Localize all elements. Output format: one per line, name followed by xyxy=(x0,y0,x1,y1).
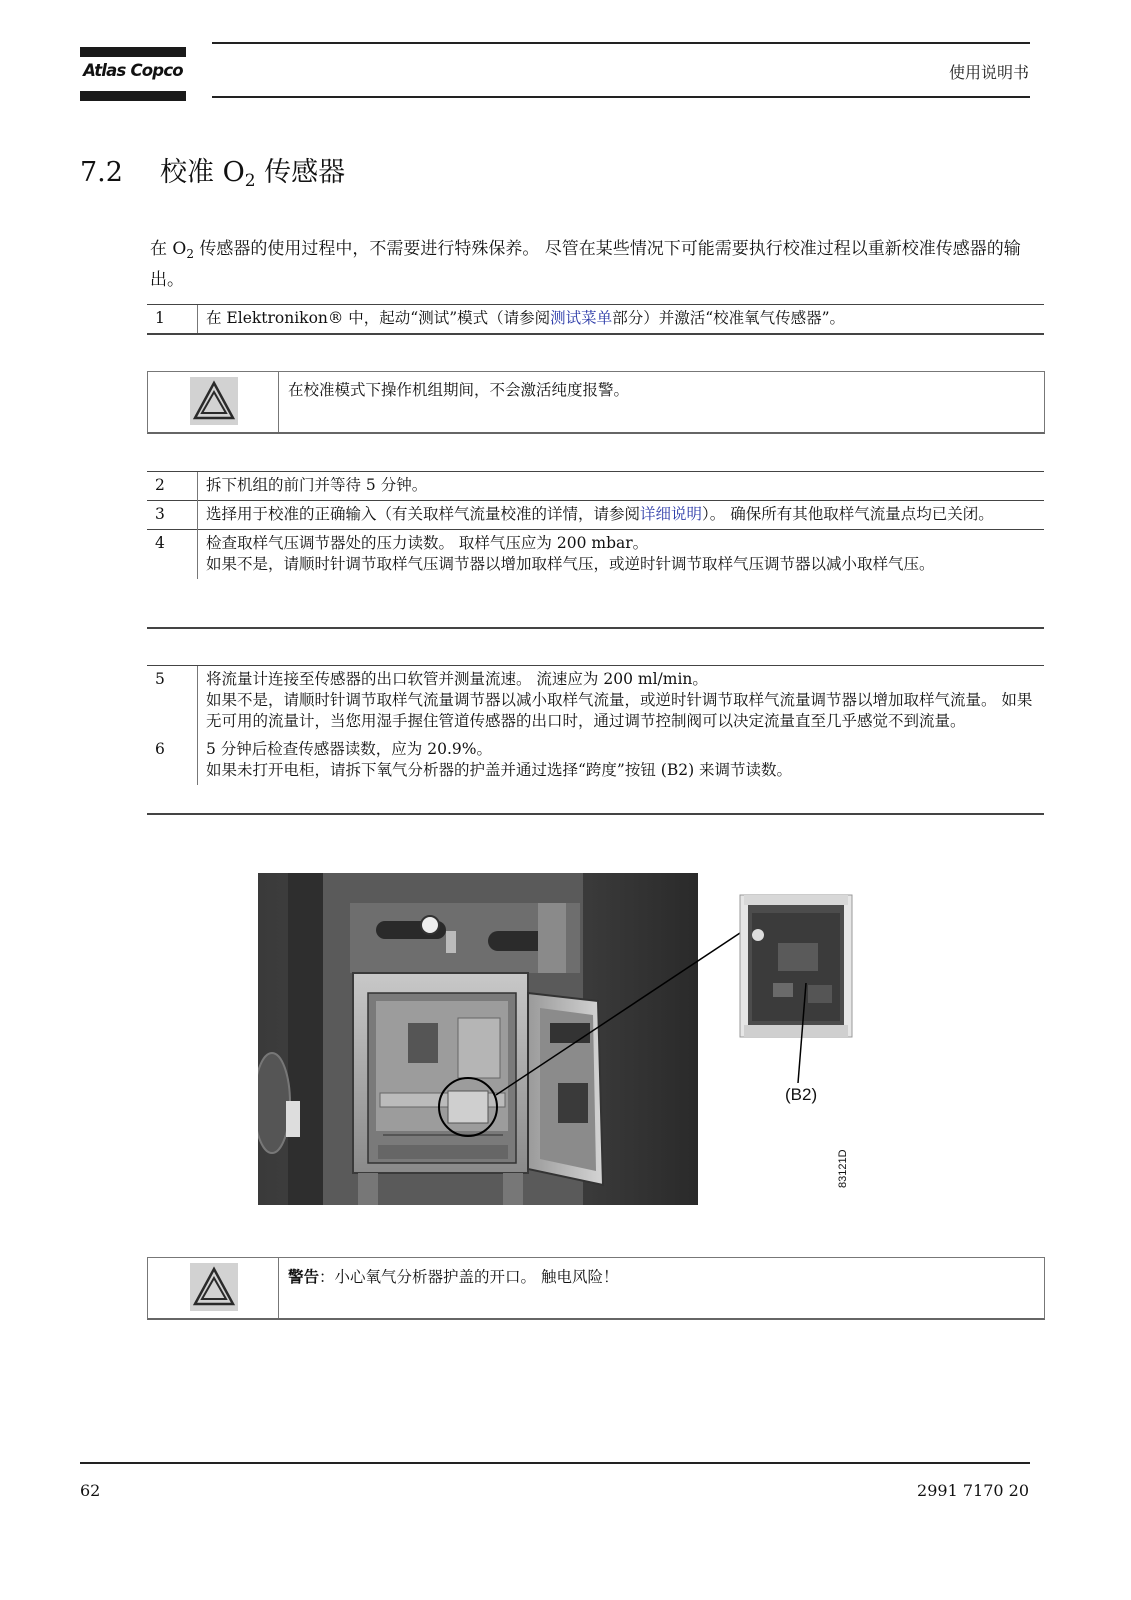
step-number: 5 xyxy=(147,666,198,736)
header-rule-top xyxy=(212,42,1030,44)
step-line: 5 分钟后检查传感器读数，应为 20.9%。 xyxy=(206,740,492,758)
step-text xyxy=(198,501,1045,530)
intro-text-sub: 2 xyxy=(186,247,194,261)
step-text-part: 选择用于校准的正确输入（有关取样气流量校准的详情，请参阅 xyxy=(206,505,641,523)
document-number: 2991 7170 20 xyxy=(917,1481,1029,1500)
b2-callout-label: (B2) xyxy=(785,1085,818,1104)
section-heading xyxy=(80,150,345,191)
step-line: 如果不是，请顺时针调节取样气流量调节器以减小取样气流量，或逆时针调节取样气流量调节器以增加取样气流量。 如果无可用的流量计，当您用湿手握住管道传感器的出口时，通过调节控制阀可以决定流量直至几乎感觉不到流量。 xyxy=(206,691,1033,730)
table-row xyxy=(147,305,1044,333)
step-number: 2 xyxy=(147,472,198,501)
intro-paragraph xyxy=(150,236,1050,293)
step-text-part: ）。 确保所有其他取样气流量点均已关闭。 xyxy=(702,505,994,523)
step-text: 拆下机组的前门并等待 5 分钟。 xyxy=(206,476,428,494)
section-title-sub: 2 xyxy=(244,171,256,191)
figure-id: 83121D xyxy=(837,1149,849,1188)
steps-table-1 xyxy=(147,305,1044,333)
detail-description-link[interactable]: 详细说明 xyxy=(640,505,703,523)
step-line: 将流量计连接至传感器的出口软管并测量流速。 流速应为 200 ml/min。 xyxy=(206,670,708,688)
warning-triangle-icon xyxy=(190,377,238,425)
warning-body: ：小心氧气分析器护盖的开口。 触电风险！ xyxy=(319,1268,619,1286)
step-line: 如果不是，请顺时针调节取样气压调节器以增加取样气压，或逆时针调节取样气压调节器以减小取样气压。 xyxy=(206,555,935,573)
step-number: 1 xyxy=(147,305,198,333)
warning-text xyxy=(288,1266,618,1288)
test-menu-link[interactable]: 测试菜单 xyxy=(550,309,613,327)
step-text xyxy=(198,736,1045,785)
table-rule xyxy=(147,627,1044,629)
step-line: 检查取样气压调节器处的压力读数。 取样气压应为 200 mbar。 xyxy=(206,534,649,552)
cabinet-illustration xyxy=(258,873,868,1218)
steps-table-3 xyxy=(147,666,1044,785)
table-row xyxy=(147,736,1044,785)
section-title-pre: 校准 O xyxy=(160,157,245,188)
logo-text: Atlas Copco xyxy=(83,61,183,80)
header-rule-bottom xyxy=(212,96,1030,98)
step-line: 如果未打开电柜，请拆下氧气分析器的护盖并通过选择“跨度”按钮 (B2) 来调节读数。 xyxy=(206,761,793,779)
step-text-part: 部分）并激活“校准氧气传感器”。 xyxy=(612,309,846,327)
warning-triangle-icon xyxy=(190,1263,238,1311)
step-number: 4 xyxy=(147,530,198,580)
notice-icon-cell xyxy=(148,1258,279,1318)
warning-notice xyxy=(147,1257,1045,1320)
intro-text-post: 传感器的使用过程中，不需要进行特殊保养。 尽管在某些情况下可能需要执行校准过程以重新校准传感器的输出。 xyxy=(150,239,1021,290)
notice-text: 在校准模式下操作机组期间，不会激活纯度报警。 xyxy=(288,381,630,399)
document-type: 使用说明书 xyxy=(948,63,1029,82)
table-rule xyxy=(147,333,1044,335)
footer-rule xyxy=(80,1462,1030,1464)
step-text xyxy=(198,530,1045,580)
step-text xyxy=(198,666,1045,736)
step-text xyxy=(198,305,1045,333)
warning-label: 警告 xyxy=(288,1267,320,1286)
caution-notice xyxy=(147,371,1045,434)
section-title-post: 传感器 xyxy=(255,157,346,188)
atlas-copco-logo xyxy=(80,47,186,101)
step-text-part: 在 Elektronikon® 中，起动“测试”模式（请参阅 xyxy=(206,309,551,327)
step-number: 3 xyxy=(147,501,198,530)
intro-text-pre: 在 O xyxy=(150,239,187,259)
steps-table-2 xyxy=(147,472,1044,579)
table-row xyxy=(147,530,1044,580)
table-row xyxy=(147,666,1044,736)
notice-icon-cell xyxy=(148,372,279,432)
table-row xyxy=(147,501,1044,530)
page-number: 62 xyxy=(80,1481,101,1500)
section-number: 7.2 xyxy=(80,157,123,188)
table-rule xyxy=(147,813,1044,815)
table-row xyxy=(147,472,1044,501)
step-number: 6 xyxy=(147,736,198,785)
